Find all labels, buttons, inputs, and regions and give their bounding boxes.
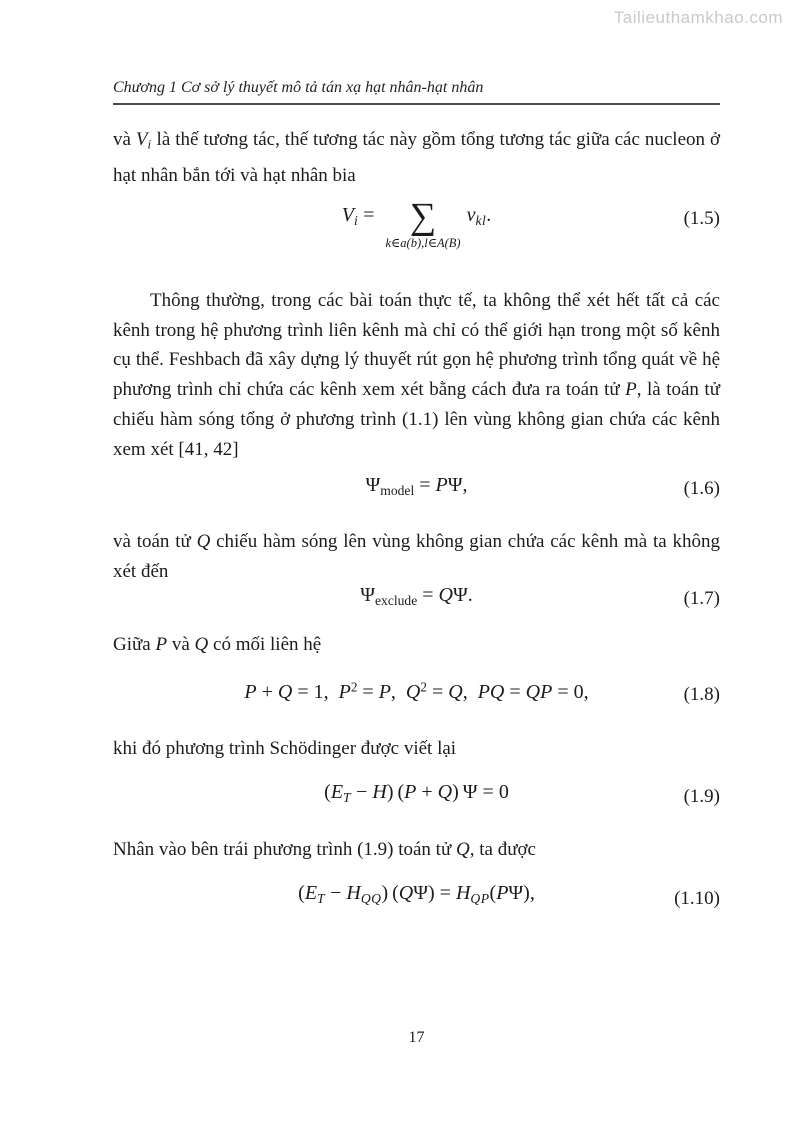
equation-number: (1.10) [674,888,720,909]
paragraph-schrodinger: khi đó phương trình Schödinger được viết lại [113,738,457,759]
equation-1-8 [113,679,720,711]
equation-body: Ψmodel = PΨ, [365,474,468,498]
equation-number: (1.7) [683,588,720,609]
equation-number: (1.5) [683,208,720,229]
equation-body: Vi = ∑ k∈a(b),l∈A(B) vkl. [341,196,492,250]
equation-number: (1.8) [683,684,720,705]
paragraph-feshbach: Thông thường, trong các bài toán thực tế, ta không thể xét hết tất cả các kênh trong hệ phương trình liên kênh mà chỉ có thể giới hạn trong một số kênh cụ thể. Feshbach đã xây dựng lý thuyết rút gọn hệ phương trình tổng quát về hệ phương trình chỉ chứa các kênh xem xét bằng cách đưa ra toán tử P, là toán tử chiếu hàm sóng tổng ở phương trình (1.1) lên vùng không gian chứa các kênh xem xét [41, 42] [113,290,720,460]
equation-1-7 [113,584,720,614]
paragraph-intro-vi: và Vi là thế tương tác, thế tương tác này gồm tổng tương tác giữa các nucleon ở hạt nhân bắn tới và hạt nhân bia [113,129,720,186]
paragraph-multiply-left: Nhân vào bên trái phương trình (1.9) toán tử Q, ta được [113,839,536,860]
watermark: Tailieuthamkhao.com [613,8,783,27]
equation-number: (1.6) [683,478,720,499]
equation-body: P + Q = 1, $P^2 = P$, $Q^2 = Q$, PQ = QP = 0, [244,679,589,703]
equation-number: (1.9) [683,786,720,807]
equation-body: (ET − HQQ) (QΨ) = HQP(PΨ), [298,882,535,906]
paragraph-q-operator: và toán tử Q chiếu hàm sóng lên vùng không gian chứa các kênh mà ta không xét đến [113,531,720,582]
page-number: 17 [408,1029,425,1046]
equation-body: Ψexclude = QΨ. [360,584,473,608]
equation-1-9 [113,781,720,813]
equation-body: (ET − H) (P + Q) Ψ = 0 [324,781,509,805]
running-header: Chương 1 Cơ sở lý thuyết mô tả tán xạ hạt nhân-hạt nhân [113,79,720,105]
equation-1-5 [113,198,720,254]
equation-1-10 [113,882,720,916]
sum-operator: ∑ k∈a(b),l∈A(B) [385,196,461,250]
equation-1-6 [113,474,720,504]
paragraph-pq-relation: Giữa P và Q có mối liên hệ [113,634,322,655]
